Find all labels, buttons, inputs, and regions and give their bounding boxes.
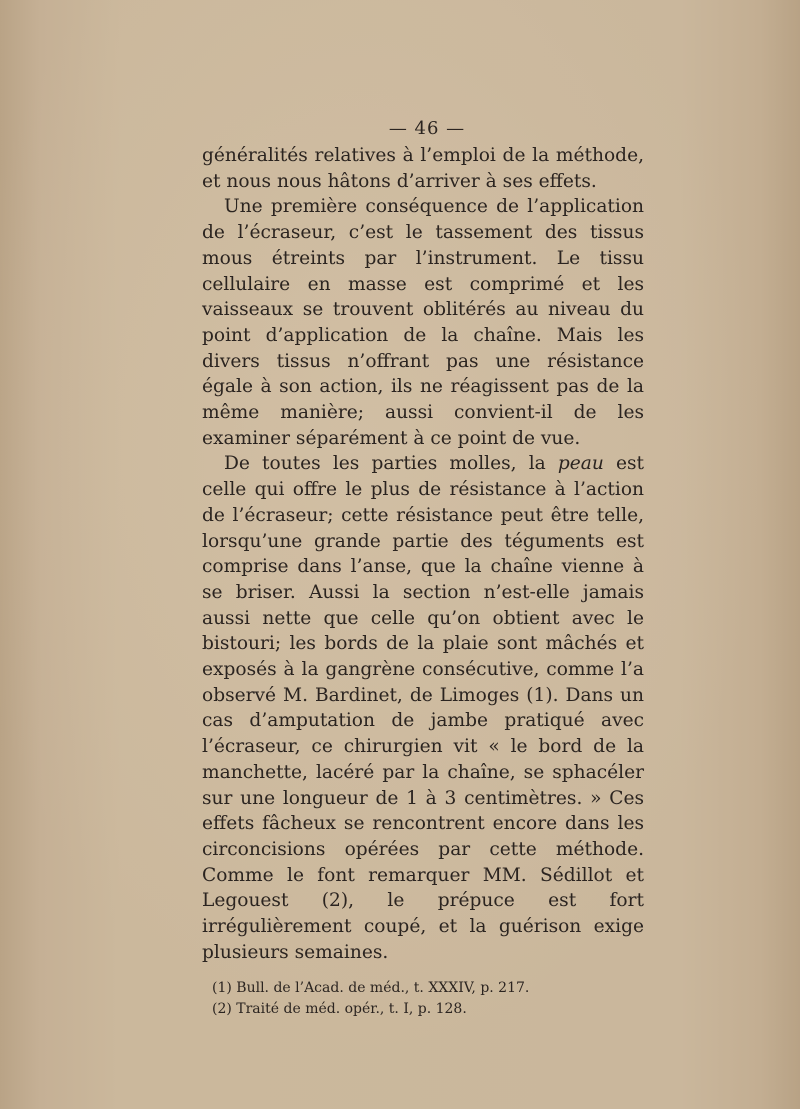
page-content bbox=[202, 118, 644, 1020]
paragraph-peau-after: est celle qui offre le plus de résistance à l’action de l’écraseur; cette résistance peut être telle, lorsqu’une grande partie des téguments est comprise dans l’anse, que la chaîne vienne à se briser. Aussi la section n’est-elle jamais aussi nette que celle qu’on obtient avec le bistouri; les bords de la plaie sont mâchés et exposés à la gangrène consécutive, comme l’a observé M. Bardinet, de Limoges (1). Dans un cas d’amputation de jambe pratiqué avec l’écraseur, ce chirurgien vit « le bord de la manchette, lacéré par la chaîne, se sphacéler sur une longueur de 1 à 3 centimètres. » Ces effets fâcheux se rencontrent encore dans les circoncisions opérées par cette méthode. Comme le font remarquer MM. Sédillot et Legouest (2), le prépuce est fort irrégulièrement coupé, et la guérison exige plusieurs semaines. bbox=[202, 453, 644, 963]
paragraph-peau bbox=[202, 451, 644, 965]
footnote-2: (2) Traité de méd. opér., t. I, p. 128. bbox=[212, 1000, 467, 1017]
paragraph-continuation: généralités relatives à l’emploi de la méthode, et nous nous hâtons d’arriver à ses effets. bbox=[202, 145, 644, 192]
paragraph-peau-before: De toutes les parties molles, la bbox=[224, 453, 558, 475]
body-text bbox=[202, 143, 644, 966]
footnotes bbox=[202, 978, 644, 1020]
page-number: — 46 — bbox=[388, 118, 466, 139]
paragraph-peau-emphasis: peau bbox=[557, 453, 604, 475]
footnote-1: (1) Bull. de l’Acad. de méd., t. XXXIV, p. 217. bbox=[212, 979, 530, 996]
paragraph-ecraseur-effects: Une première conséquence de l’application de l’écraseur, c’est le tassement des tissus mous étreints par l’instrument. Le tissu cellulaire en masse est comprimé et les vaisseaux se trouvent oblitérés au niveau du point d’application de la chaîne. Mais les divers tissus n’offrant pas une résistance égale à son action, ils ne réagissent pas de la même manière; aussi convient-il de les examiner séparément à ce point de vue. bbox=[202, 196, 644, 449]
